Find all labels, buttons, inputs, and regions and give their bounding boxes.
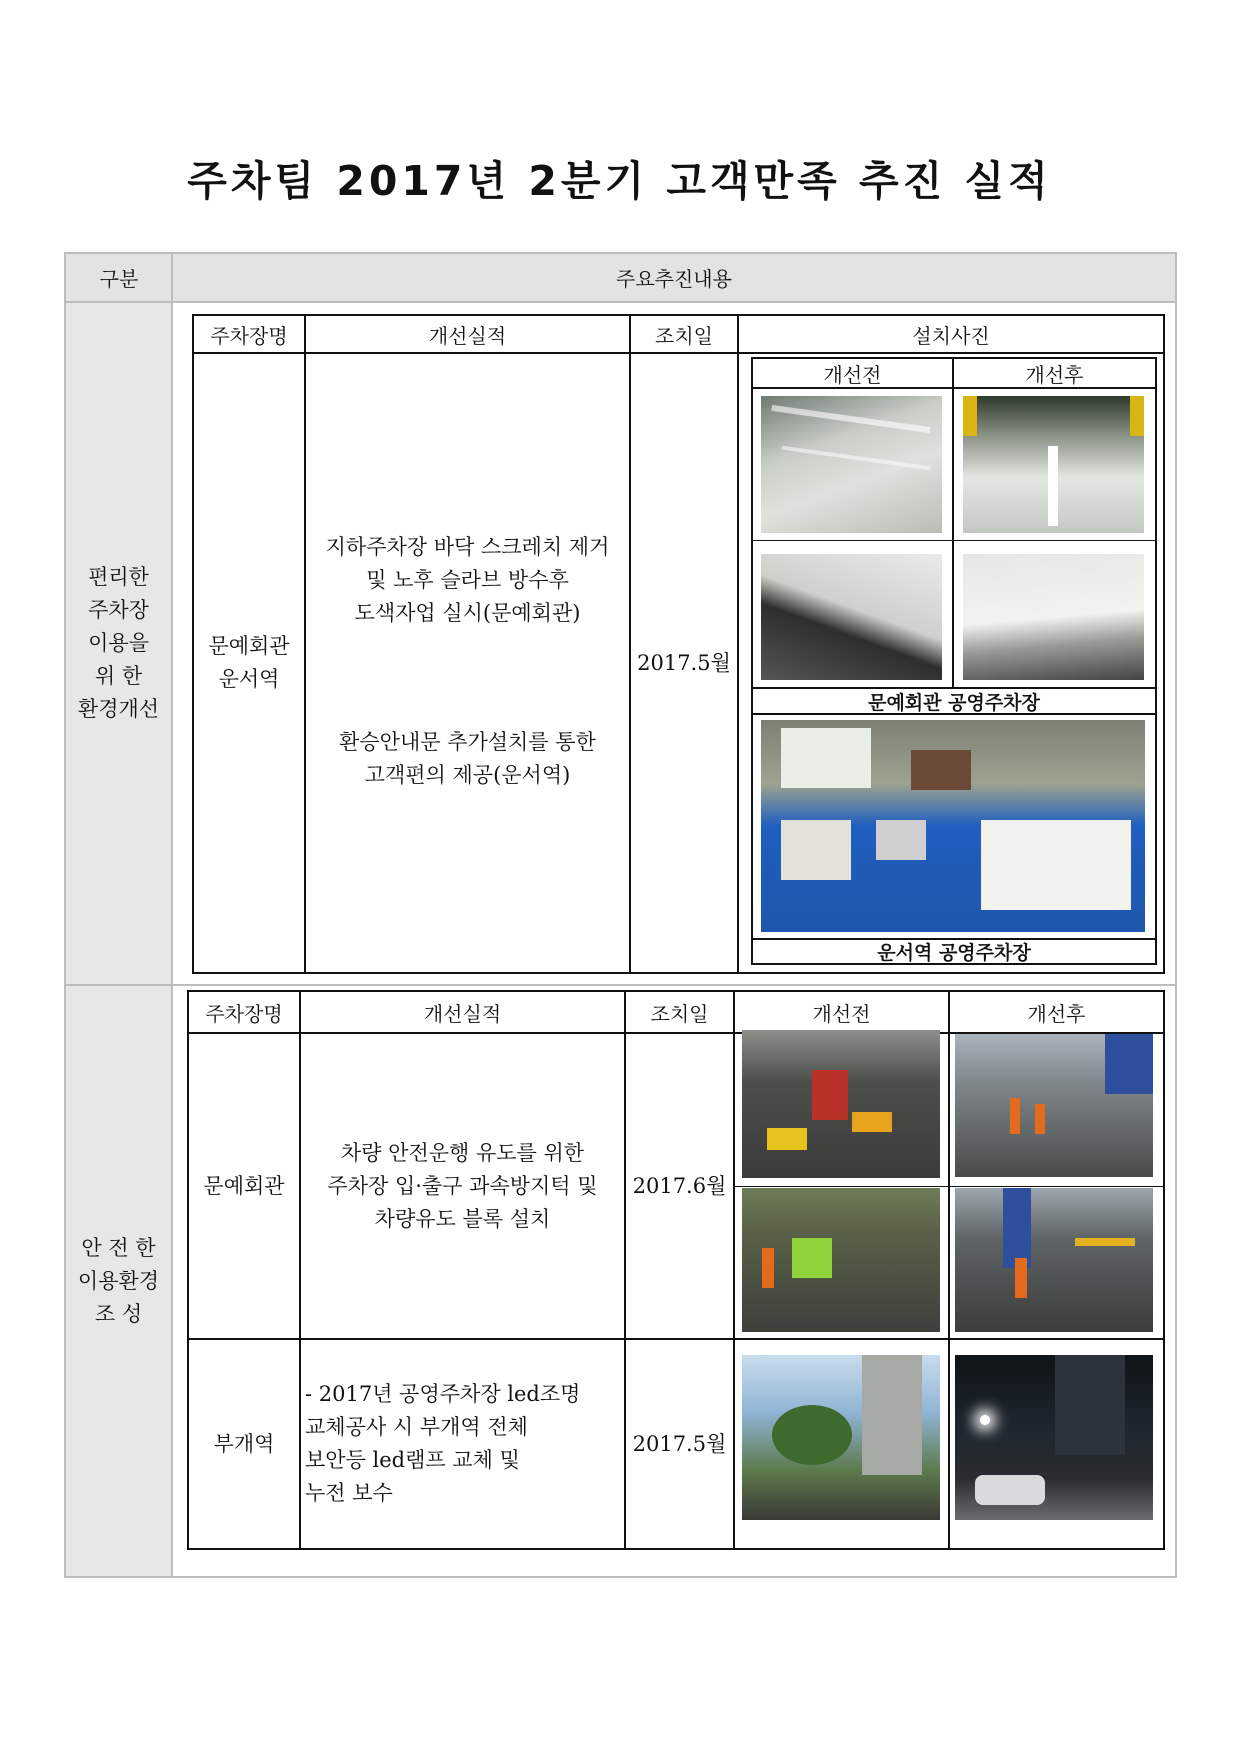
result-text-2: 환승안내문 추가설치를 통한 고객편의 제공(운서역) [339,730,596,787]
security-light-before-photo [742,1355,940,1520]
photo-header-before: 개선전 [823,362,882,387]
col-date: 조치일 [655,323,713,348]
header-content: 주요추진내용 [173,254,1175,301]
row1-parking-name: 문예회관 [203,1173,285,1198]
speedbump-after-photo-1 [955,1034,1153,1177]
transfer-notice-photo [761,720,1145,932]
col2-date: 조치일 [650,1001,709,1026]
col2-after: 개선후 [1027,1001,1086,1026]
page-title: 주차팀 2017년 2분기 고객만족 추진 실적 [187,157,1052,205]
section2-category: 안 전 한 이용환경 조 성 [66,986,171,1576]
caption-munye: 문예회관 공영주차장 [868,691,1040,714]
col2-parking-name: 주차장명 [205,1001,283,1026]
section1-category: 편리한 주차장 이용을 위 한 환경개선 [66,303,171,984]
security-light-after-photo [955,1355,1153,1520]
photo-header-after: 개선후 [1025,362,1084,387]
col2-result: 개선실적 [423,1001,502,1026]
floor-before-photo [761,396,942,533]
caption-unseo: 운서역 공영주차장 [877,942,1031,964]
slab-before-photo [761,554,942,680]
row2-parking-name: 부개역 [213,1431,275,1456]
col-result: 개선실적 [428,323,507,348]
slab-after-photo [963,554,1144,680]
parking-name: 문예회관 운서역 [208,634,290,691]
speedbump-before-photo-2 [742,1188,940,1332]
row2-date: 2017.5월 [632,1431,727,1456]
header-category: 구분 [66,254,172,301]
result-text-1: 지하주차장 바닥 스크레치 제거 및 노후 슬라브 방수후 도색자업 실시(문예회관) [325,534,610,625]
speedbump-before-photo-1 [742,1030,940,1178]
col-parking-name: 주차장명 [210,323,288,348]
row1-date: 2017.6월 [632,1173,727,1198]
row1-result: 차량 안전운행 유도를 위한 주차장 입·출구 과속방지턱 및 차량유도 블록 설치 [327,1140,598,1231]
row2-result: - 2017년 공영주차장 led조명 교체공사 시 부개역 전체 보안등 led램프 교체 및 누전 보수 [305,1382,581,1505]
col2-before: 개선전 [812,1001,871,1026]
speedbump-after-photo-2 [955,1188,1153,1332]
col-photos: 설치사진 [912,323,990,348]
floor-after-photo [963,396,1144,533]
action-date: 2017.5월 [637,650,731,675]
